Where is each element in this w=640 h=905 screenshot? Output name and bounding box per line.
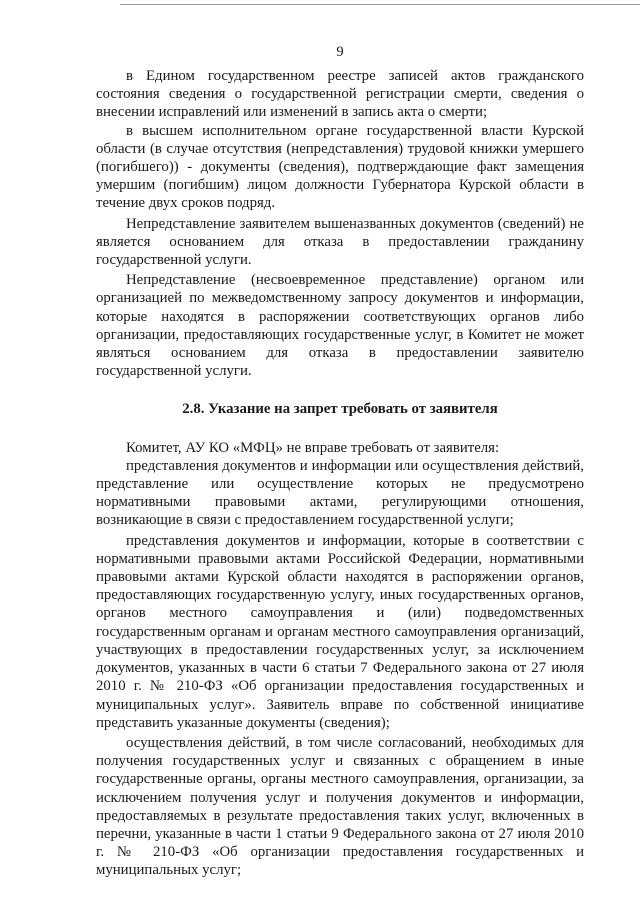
document-body	[96, 67, 584, 880]
paragraph-civil-registry: в Едином государственном реестре записей актов гражданского состояния сведения о государственной регистрации смерти, сведения о внесении исправлений или изменений в запись акта о смерти;	[96, 68, 584, 121]
paragraph-prohibition-intro: Комитет, АУ КО «МФЦ» не вправе требовать от заявителя:	[126, 439, 500, 456]
paragraph-executive-authority: в высшем исполнительном органе государственной власти Курской области (в случае отсутствия (непредставления) трудовой книжки умершего (погибшего)) - документы (сведения), подтверждающие факт замещения умершим (погибшим) лицом должности Губернатора Курской области в течение двух сроков подряд.	[96, 122, 584, 212]
paragraph-prohibition-actions: осуществления действий, в том числе согласований, необходимых для получения государственных услуг и связанных с обращением в иные государственные органы, органы местного самоуправления, организации, за исключением получения услуг и получения документов и информации, предоставляемых в результате предоставления таких услуг, включенных в перечни, указанные в части 1 статьи 9 Федерального закона от 27 июля 2010 г. № 210-ФЗ «Об организации предоставления государственных и муниципальных услуг;	[96, 734, 584, 879]
paragraph-prohibition-documents: представления документов и информации или осуществления действий, представление или осуществление которых не предусмотрено нормативными правовыми актами, регулирующими отношения, возникающие в связи с предоставлением государственной услуги;	[96, 457, 584, 529]
section-heading: 2.8. Указание на запрет требовать от заявителя	[182, 401, 498, 418]
document-page	[96, 0, 584, 905]
paragraph-prohibition-held-documents: представления документов и информации, которые в соответствии с нормативными правовыми актами Российской Федерации, нормативными правовыми актами Курской области находятся в распоряжении органов, предоставляющих государственную услугу, иных государственных органов, органов местного самоуправления и (или) подведомственных государственным органам и органам местного самоуправления организаций, участвующих в предоставлении государственных услуг, за исключением документов, указанных в части 6 статьи 7 Федерального закона от 27 июля 2010 г. № 210-ФЗ «Об организации предоставления государственных и муниципальных услуг». Заявитель вправе по собственной инициативе представить указанные документы (сведения);	[96, 532, 584, 731]
paragraph-non-submission-applicant: Непредставление заявителем вышеназванных документов (сведений) не является основанием для отказа в предоставлении гражданину государственной услуги.	[96, 215, 584, 269]
page-number: 9	[336, 44, 344, 60]
paragraph-non-submission-agency: Непредставление (несвоевременное представление) органом или организацией по межведомственному запросу документов и информации, которые находятся в распоряжении соответствующих органов либо организации, предоставляющих государственные услуг, в Комитет не может являться основанием для отказа в предоставлении заявителю государственной услуги.	[96, 272, 584, 380]
